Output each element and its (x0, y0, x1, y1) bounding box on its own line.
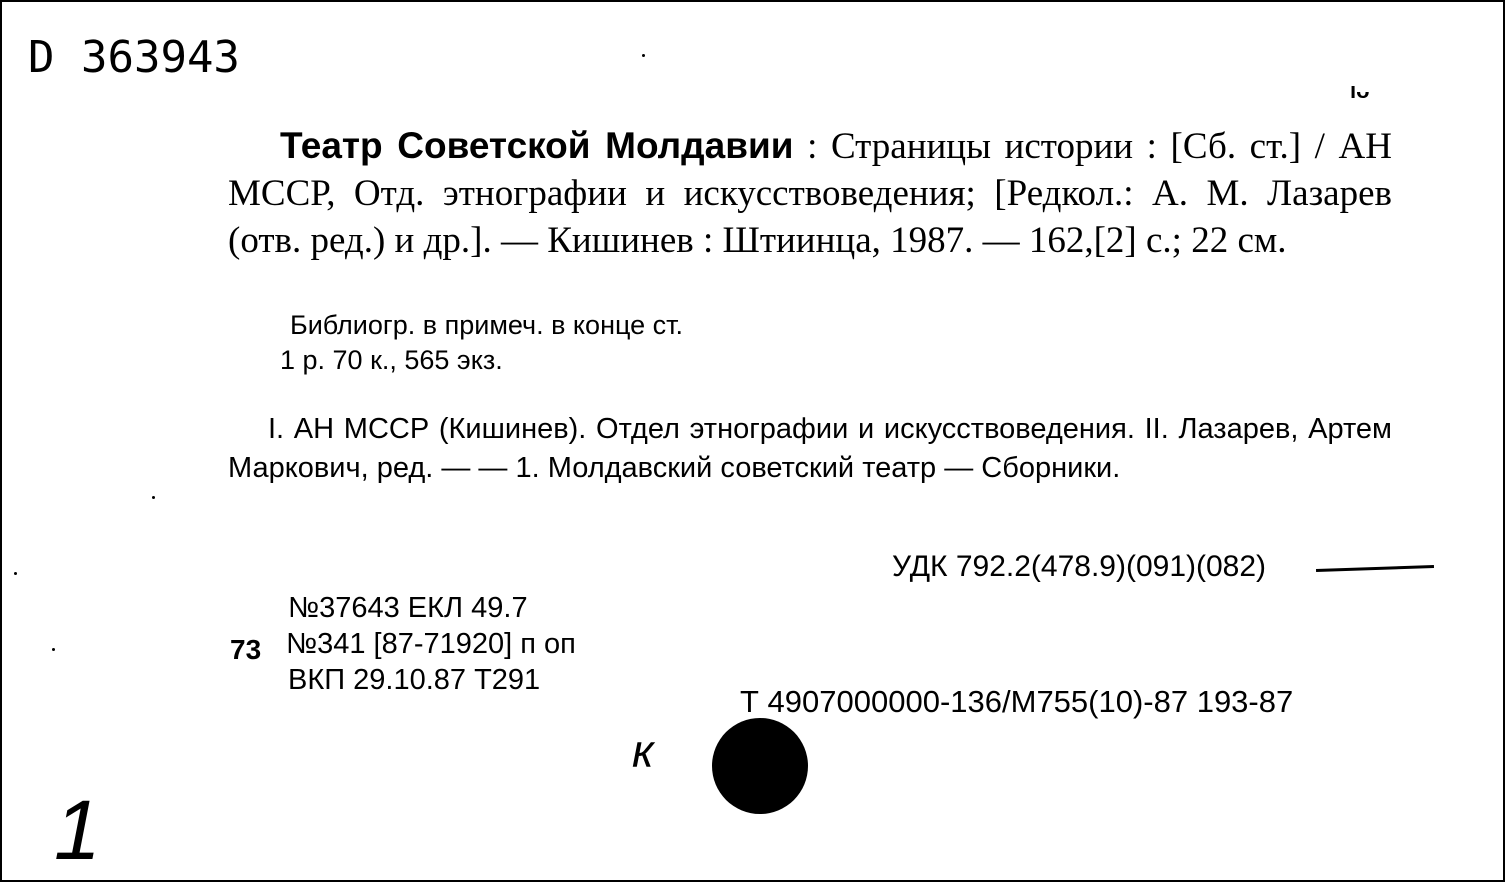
scan-speck (642, 54, 645, 57)
tracings: I. АН МССР (Кишинев). Отдел этнографии и искусствоведения. II. Лазарев, Артем Маркович, ред. — — 1. Молдавский советский театр — Сборники. (228, 413, 1392, 484)
udc-strikethrough (1316, 565, 1434, 572)
price-print-run-note: 1 р. 70 к., 565 экз. (280, 345, 503, 375)
scan-speck (14, 572, 17, 575)
scan-speck (52, 648, 55, 651)
main-entry (228, 122, 1392, 264)
accession-line-1: №37643 ЕКЛ 49.7 (288, 592, 528, 624)
corner-mark: ıᴗ (1350, 78, 1370, 103)
card-number: D 363943 (28, 32, 240, 83)
bibliographic-description: : Страницы истории : [Сб. ст.] / АН МССР, Отд. этнографии и искусствоведения; [Редкол.: А. М. Лазарев (отв. ред.) и др.]. — Кишинев : Штиинца, 1987. — 162,[2] с.; 22 см. (228, 126, 1392, 261)
udc-index: УДК 792.2(478.9)(091)(082) (892, 550, 1267, 583)
accession-line-2: №341 [87-71920] п оп (286, 628, 576, 660)
hole-punch (712, 718, 808, 814)
bibliography-note: Библиогр. в примеч. в конце ст. (290, 310, 684, 340)
bbk-code: Т 4907000000-136/М755(10)-87 193-87 (740, 684, 1294, 719)
accession-number: 73 (230, 634, 262, 665)
book-title: Театр Советской Молдавии (280, 125, 794, 166)
scan-speck (152, 496, 155, 499)
handwritten-number: 1 (54, 783, 101, 877)
handwritten-initial: к (632, 725, 654, 777)
accession-line-3: ВКП 29.10.87 Т291 (288, 664, 541, 696)
